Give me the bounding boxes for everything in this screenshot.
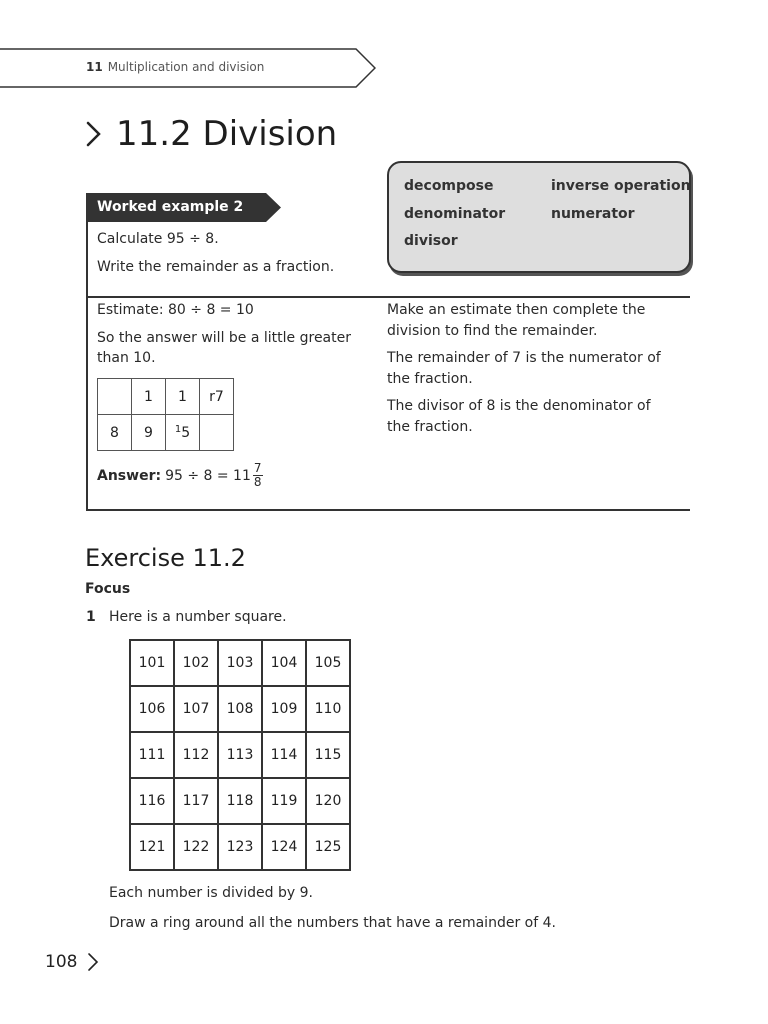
chapter-title: Multiplication and division (107, 60, 265, 74)
number-cell: 102 (174, 640, 218, 686)
number-cell: 106 (130, 686, 174, 732)
number-cell: 111 (130, 732, 174, 778)
number-cell: 120 (306, 778, 350, 824)
estimate-text: Estimate: 80 ÷ 8 = 10 (97, 302, 254, 318)
number-cell: 109 (262, 686, 306, 732)
number-square-row (130, 686, 350, 732)
division-cell: r7 (200, 379, 234, 415)
exercise-level: Focus (85, 581, 131, 597)
division-grid (97, 378, 234, 451)
number-cell: 124 (262, 824, 306, 870)
chevron-right-icon (87, 952, 99, 972)
number-cell: 114 (262, 732, 306, 778)
number-cell: 121 (130, 824, 174, 870)
number-cell: 112 (174, 732, 218, 778)
number-cell: 123 (218, 824, 262, 870)
number-cell: 119 (262, 778, 306, 824)
worked-example-banner (86, 193, 282, 222)
key-word: decompose (404, 178, 494, 194)
number-cell: 113 (218, 732, 262, 778)
question-text: Here is a number square. (109, 609, 287, 625)
chapter-header-tab (0, 48, 376, 88)
number-cell: 108 (218, 686, 262, 732)
key-word: denominator (404, 206, 506, 222)
example-border-left (86, 222, 88, 296)
division-grid-row (98, 415, 234, 451)
number-cell: 107 (174, 686, 218, 732)
number-cell: 104 (262, 640, 306, 686)
chevron-right-icon (84, 119, 104, 149)
estimate-note: than 10. (97, 350, 156, 366)
answer-line (97, 462, 263, 489)
key-word: numerator (551, 206, 635, 222)
explanation-line: The remainder of 7 is the numerator of (387, 350, 661, 366)
chapter-label (86, 60, 264, 74)
solution-bottom-rule (86, 509, 690, 511)
division-cell: 8 (98, 415, 132, 451)
explanation-line: division to find the remainder. (387, 323, 598, 339)
division-cell (200, 415, 234, 451)
division-cell: 1 (132, 379, 166, 415)
number-cell: 125 (306, 824, 350, 870)
explanation-line: Make an estimate then complete the (387, 302, 646, 318)
answer-label: Answer: (97, 467, 162, 484)
number-cell: 105 (306, 640, 350, 686)
number-cell: 118 (218, 778, 262, 824)
division-cell (98, 379, 132, 415)
number-cell: 117 (174, 778, 218, 824)
division-cell: 9 (132, 415, 166, 451)
number-cell: 115 (306, 732, 350, 778)
solution-border-left (86, 296, 88, 511)
answer-fraction (253, 462, 263, 489)
page-number-text: 108 (45, 952, 78, 972)
key-words-box (387, 161, 691, 273)
example-question-line: Write the remainder as a fraction. (97, 259, 335, 275)
chapter-number: 11 (86, 60, 103, 74)
division-grid-row (98, 379, 234, 415)
page-number (45, 952, 99, 972)
explanation-line: the fraction. (387, 371, 473, 387)
division-cell (166, 415, 200, 451)
number-square-row (130, 778, 350, 824)
instruction-text: Draw a ring around all the numbers that have a remainder of 4. (109, 915, 556, 931)
number-cell: 101 (130, 640, 174, 686)
number-cell: 122 (174, 824, 218, 870)
division-cell: 1 (166, 379, 200, 415)
instruction-text: Each number is divided by 9. (109, 885, 313, 901)
number-cell: 110 (306, 686, 350, 732)
number-square-row (130, 732, 350, 778)
estimate-note: So the answer will be a little greater (97, 330, 351, 346)
number-cell: 116 (130, 778, 174, 824)
exercise-title: Exercise 11.2 (85, 544, 246, 572)
section-title-text: 11.2 Division (116, 114, 338, 154)
number-square-row (130, 824, 350, 870)
example-question-line: Calculate 95 ÷ 8. (97, 231, 219, 247)
question-number: 1 (86, 609, 96, 625)
worked-example-label: Worked example 2 (97, 199, 244, 215)
number-cell: 103 (218, 640, 262, 686)
key-word: divisor (404, 233, 458, 249)
key-word: inverse operation (551, 178, 691, 194)
dividend-digit: 5 (181, 424, 191, 441)
fraction-denominator: 8 (253, 475, 262, 489)
number-square (129, 639, 351, 871)
section-title (84, 114, 337, 154)
fraction-numerator: 7 (253, 461, 262, 475)
explanation-line: the fraction. (387, 419, 473, 435)
solution-top-rule (86, 296, 690, 298)
carry-digit: 1 (174, 423, 182, 435)
number-square-row (130, 640, 350, 686)
answer-text: 95 ÷ 8 = 11 (165, 467, 251, 484)
explanation-line: The divisor of 8 is the denominator of (387, 398, 651, 414)
